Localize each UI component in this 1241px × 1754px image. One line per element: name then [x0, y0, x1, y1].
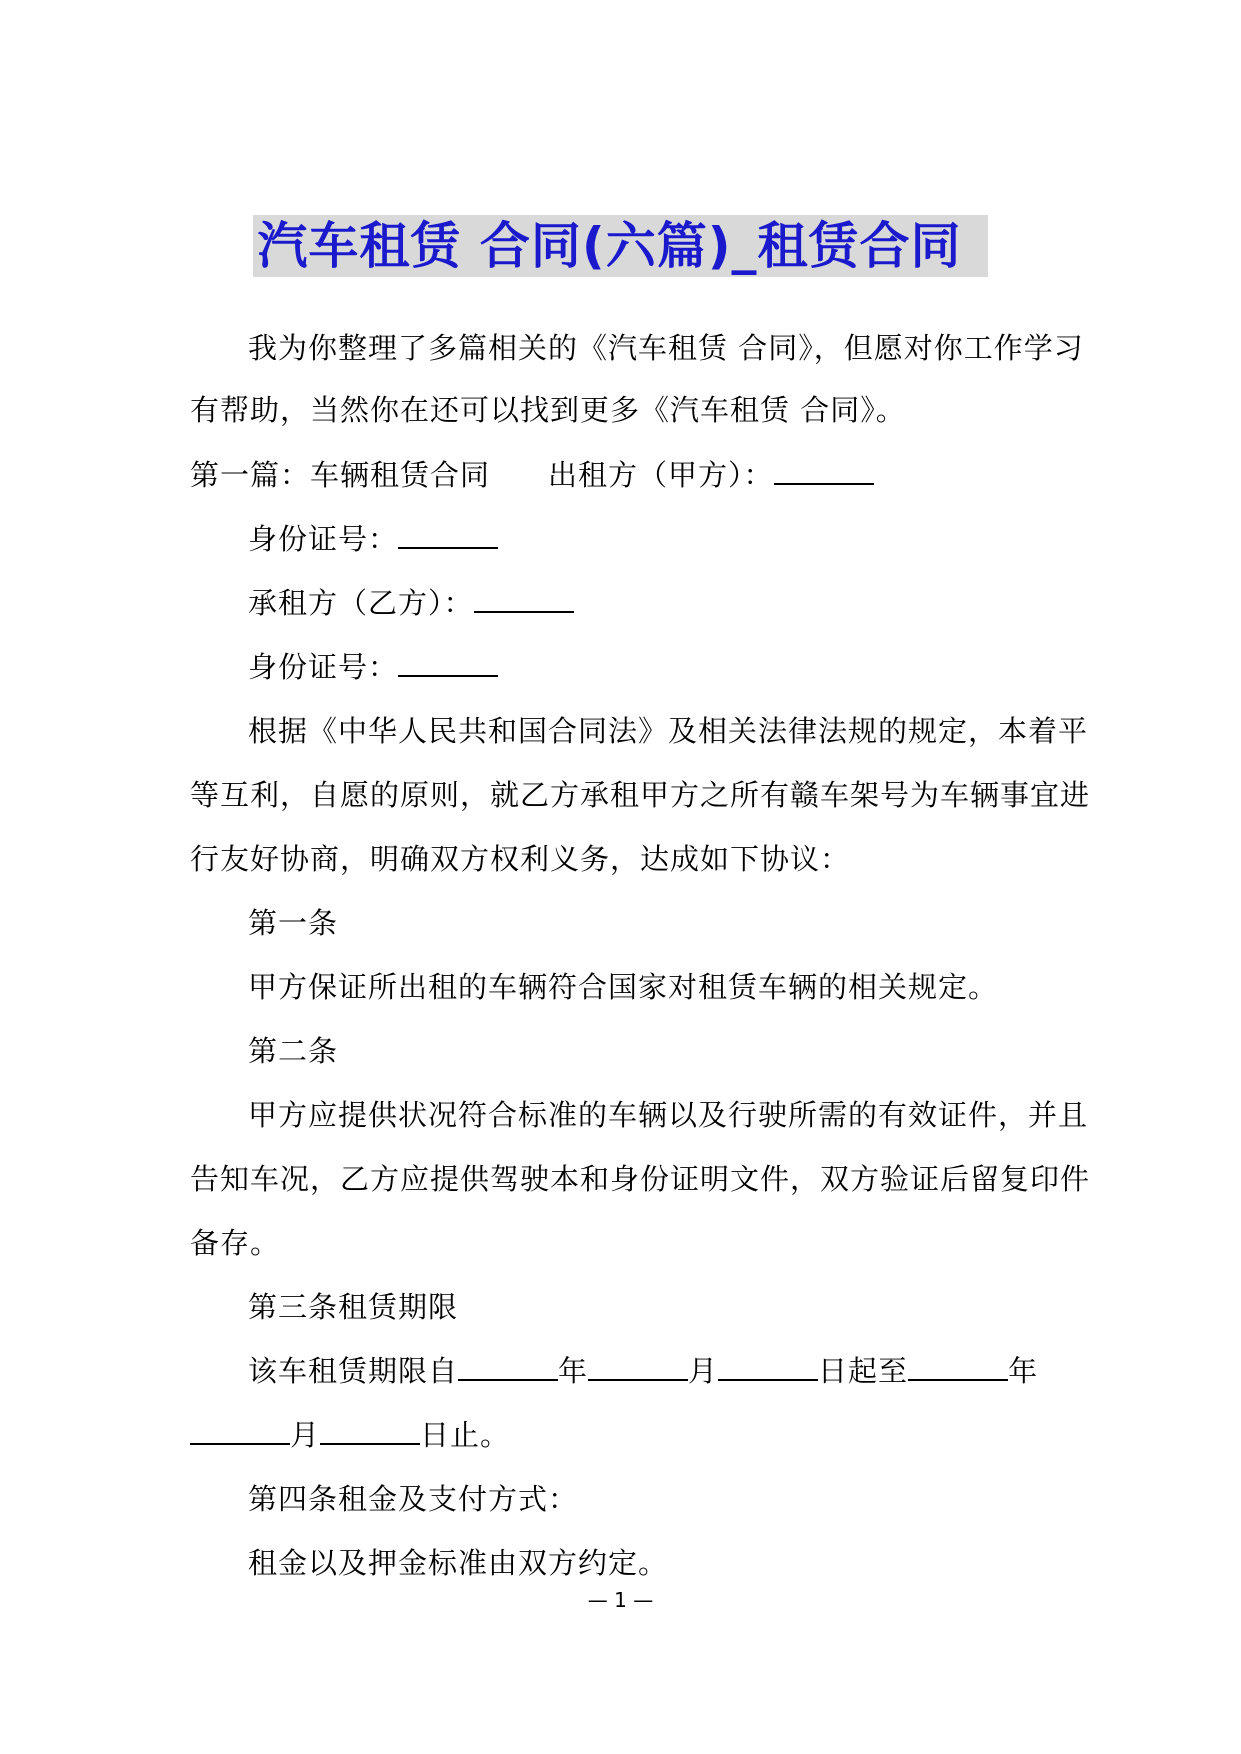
- intro-line-1: 我为你整理了多篇相关的《汽车租赁 合同》，但愿对你工作学习: [248, 331, 1084, 365]
- basis-line-3: 行友好协商，明确双方权利义务，达成如下协议：: [190, 842, 851, 876]
- page-number: — 1 —: [587, 1588, 654, 1612]
- id-label-1: 身份证号：: [248, 522, 399, 556]
- article4-text: 租金以及押金标准由双方约定。: [248, 1546, 669, 1580]
- day-from-label: 日起至: [818, 1354, 909, 1388]
- article2-line-2: 告知车况，乙方应提供驾驶本和身份证明文件，双方验证后留复印件: [190, 1162, 1091, 1196]
- month-label: 月: [688, 1354, 719, 1388]
- start-day-blank: [718, 1351, 818, 1381]
- end-day-blank: [320, 1415, 420, 1445]
- article2-line-3: 备存。: [190, 1226, 281, 1260]
- article3-period-line-2: [190, 1415, 510, 1455]
- lessee-line: [248, 583, 574, 623]
- day-end-label: 日止。: [420, 1418, 511, 1452]
- start-month-blank: [588, 1351, 688, 1381]
- id-line-1: [248, 519, 498, 559]
- article1-text: 甲方保证所出租的车辆符合国家对租赁车辆的相关规定。: [248, 970, 999, 1004]
- lessor-label: 出租方（甲方）：: [548, 458, 774, 492]
- id-label-2: 身份证号：: [248, 650, 399, 684]
- article2-heading: 第二条: [248, 1034, 339, 1068]
- basis-line-2: 等互利，自愿的原则，就乙方承租甲方之所有赣车架号为车辆事宜进: [190, 778, 1091, 812]
- end-year-blank: [908, 1351, 1008, 1381]
- month2-label: 月: [290, 1418, 321, 1452]
- article3-period-line-1: [248, 1351, 1038, 1391]
- id-line-2: [248, 647, 498, 687]
- id-blank-1: [398, 519, 498, 549]
- article2-line-1: 甲方应提供状况符合标准的车辆以及行驶所需的有效证件，并且: [248, 1098, 1089, 1132]
- year2-label: 年: [1008, 1354, 1039, 1388]
- article4-heading: 第四条租金及支付方式：: [248, 1482, 579, 1516]
- end-month-blank: [190, 1415, 290, 1445]
- document-title: 汽车租赁 合同(六篇)_租赁合同: [253, 215, 987, 277]
- period-prefix: 该车租赁期限自: [248, 1354, 459, 1388]
- year-label: 年: [558, 1354, 589, 1388]
- intro-line-2: 有帮助，当然你在还可以找到更多《汽车租赁 合同》。: [190, 393, 906, 427]
- article3-heading: 第三条租赁期限: [248, 1290, 459, 1324]
- lessor-blank: [774, 455, 874, 485]
- title-container: [0, 215, 1241, 277]
- id-blank-2: [398, 647, 498, 677]
- lessee-label: 承租方（乙方）：: [248, 586, 474, 620]
- basis-line-1: 根据《中华人民共和国合同法》及相关法律法规的规定，本着平: [248, 714, 1089, 748]
- lessee-blank: [474, 583, 574, 613]
- part1-heading: 第一篇：车辆租赁合同: [190, 458, 491, 492]
- part1-line: [190, 455, 874, 495]
- start-year-blank: [458, 1351, 558, 1381]
- article1-heading: 第一条: [248, 906, 339, 940]
